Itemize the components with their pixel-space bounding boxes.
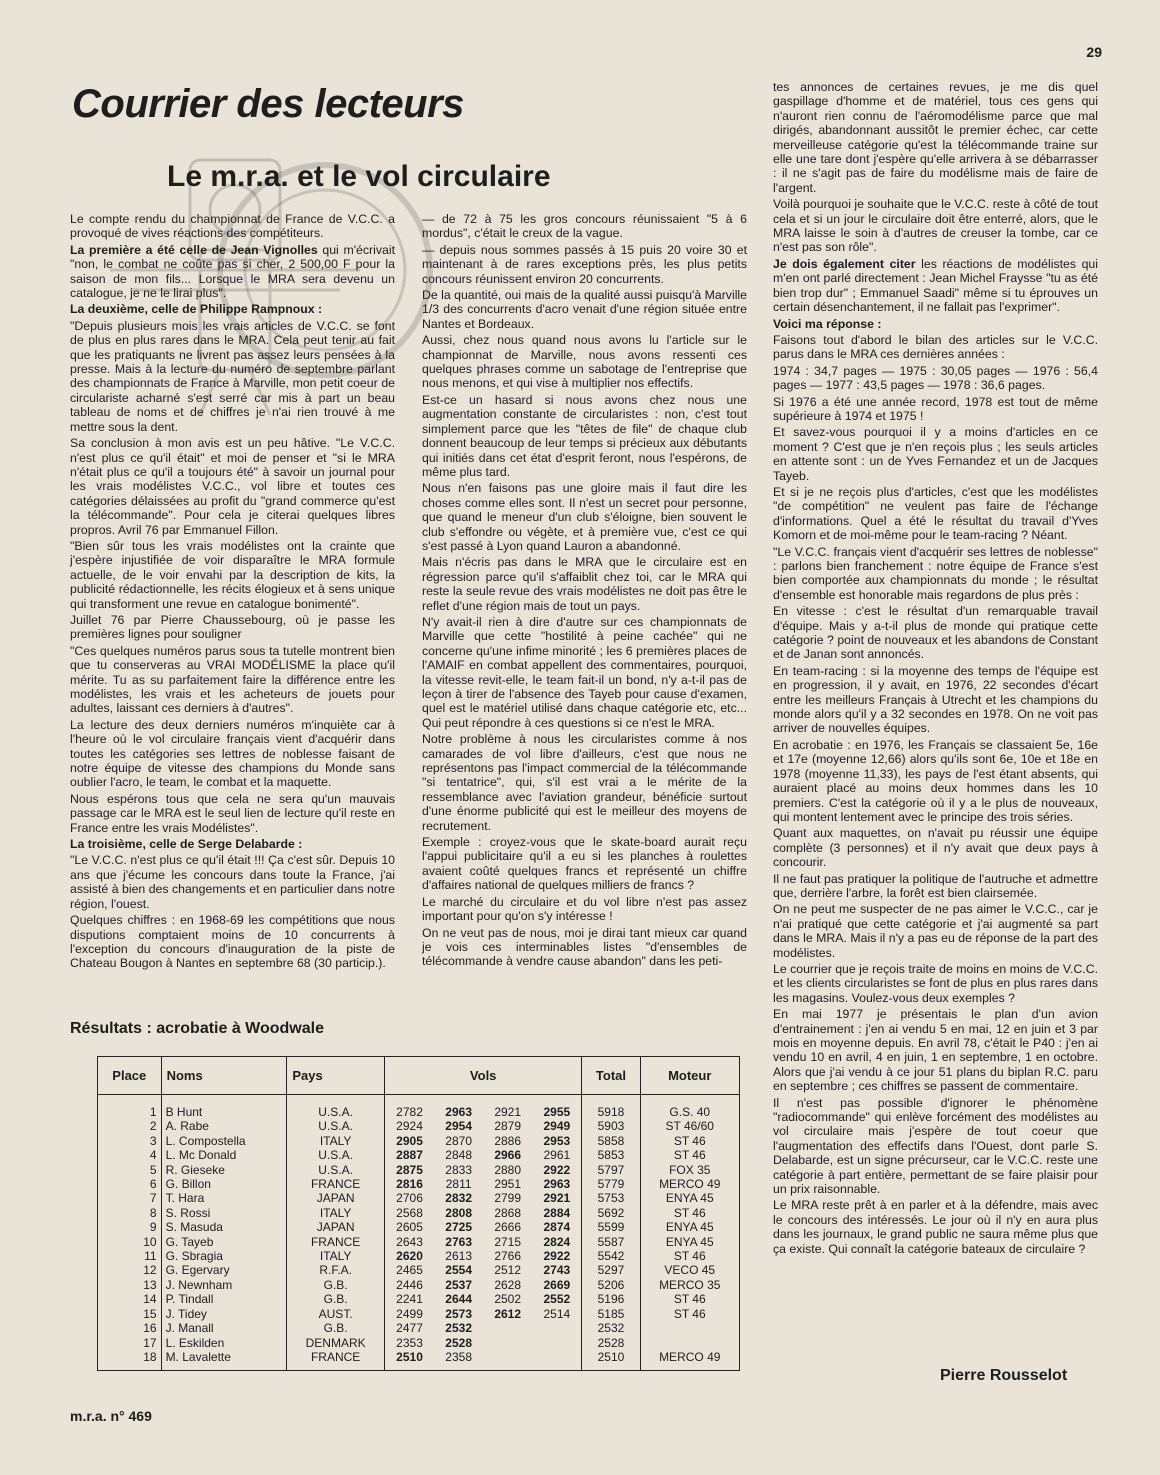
cell-flight-1: 2887: [384, 1148, 434, 1162]
table-row: [98, 1119, 740, 1133]
paragraph-text: 1974 : 34,7 pages — 1975 : 30,05 pages — 1976 : 56,4 pages — 1977 : 43,5 pages — 1978 : 36,6 pages.: [773, 363, 1098, 393]
cell-flight-2: 2763: [445, 1234, 472, 1249]
cell-engine: MERCO 35: [640, 1278, 740, 1292]
cell-flight-2: 2848: [445, 1148, 472, 1163]
paragraph-text: "Bien sûr tous les vrais modélistes ont la crainte que j'espère injustifiée de voir disparaître le MRA formule actuelle, de le voir envahi par la description de kits, la publicité rédactionnelle, les récits élogieux et à sens unique qui transforment une revue en catalogue bonimenté".: [70, 538, 395, 611]
cell-flight-4: 2514: [532, 1307, 582, 1321]
paragraph-text: En acrobatie : en 1976, les Français se classaient 5e, 16e et 17e (moyenne 12,66) alors qu'ils sont 6e, 10e et 18e en 1978 (moyenne 11,33), les pays de l'est étant absents, qui auraient placé au moins deux hommes dans les 10 premiers. C'est la catégorie où il y a le plus de nouveaux, qui montent lentement avec le principe des trois séries.: [773, 737, 1098, 824]
table-row: [98, 1292, 740, 1306]
paragraph-text: Le MRA reste prêt à en parler et à la défendre, mais avec le concours des intéressés. Le jour où il n'y en aura plus dans les journaux, le grand public ne saura même plus que ça existe. Qui connaît la catégorie bateaux de circulaire ?: [773, 1198, 1098, 1256]
paragraph: [70, 302, 395, 316]
paragraph: [773, 826, 1098, 869]
cell-country: R.F.A.: [287, 1263, 385, 1277]
paragraph: [70, 319, 395, 434]
cell-total: 5797: [582, 1163, 640, 1177]
cell-place: 16: [98, 1321, 162, 1335]
paragraph: [773, 962, 1098, 1005]
page-number: 29: [1086, 44, 1102, 60]
header-total: Total: [582, 1057, 640, 1095]
cell-flight-3: 2628: [494, 1277, 522, 1292]
cell-place: 2: [98, 1119, 162, 1133]
paragraph-text: N'y avait-il rien à dire d'autre sur ces championnats de Marville que cette "hostilité à peine cachée" qui ne concerne qu'une infime minorité ; les 6 premières places de l'AMAIF en combat appellent des commentaires, pourquoi, la vitesse revit-elle, le team fait-il un bond, n'y a-t-il pas de leçon à tirer de l'absence des Tayeb pour cause d'examen, quel est le matériel utilisé dans chaque catégorie etc, etc... Qui peut répondre à ces questions si ce n'est le MRA.: [422, 614, 747, 730]
paragraph: [773, 257, 1098, 315]
cell-flight-2: 2832: [445, 1191, 472, 1206]
paragraph: [70, 644, 395, 716]
cell-flight-1: 2499: [384, 1307, 434, 1321]
paragraph: [773, 364, 1098, 393]
paragraph-text: Voilà pourquoi je souhaite que le V.C.C. reste à côté de tout cela et si un jour le circulaire doit être enterré, alors, que le MRA laisse le soin à d'autres de creuser la tombe, car ce n'est pas son rôle".: [773, 197, 1098, 255]
paragraph: [773, 1198, 1098, 1256]
cell-flight-2: 2954: [445, 1119, 472, 1134]
paragraph: [773, 80, 1098, 195]
cell-flight-4: 2669: [532, 1278, 582, 1292]
paragraph-text: — de 72 à 75 les gros concours réunissaient "5 à 6 mordus", c'était le creux de la vague.: [422, 212, 747, 241]
paragraph-text: "Le V.C.C. n'est plus ce qu'il était !!! Ça c'est sûr. Depuis 10 ans que j'écume les concours dans toute la France, j'ai assisté à bien des changements et en particulier dans notre région, l'ouest.: [70, 853, 395, 911]
cell-engine: MERCO 49: [640, 1350, 740, 1371]
paragraph: [422, 212, 747, 241]
cell-place: 13: [98, 1278, 162, 1292]
table-row: [98, 1263, 740, 1277]
cell-flight-3: 2799: [494, 1191, 522, 1206]
cell-total: 5753: [582, 1191, 640, 1205]
paragraph-text: Faisons tout d'abord le bilan des articles sur le V.C.C. parus dans le MRA ces dernières années :: [773, 332, 1098, 362]
cell-name: G. Tayeb: [161, 1235, 287, 1249]
cell-flight-1: 2924: [384, 1119, 434, 1133]
paragraph-text: De la quantité, oui mais de la qualité aussi puisqu'à Marville 1/3 des concurrents d'acro venait d'une région située entre Nantes et Bordeaux.: [422, 288, 747, 331]
cell-flight-2: 2963: [445, 1105, 472, 1119]
cell-flight-3: 2868: [494, 1205, 522, 1220]
cell-flight-4: 2874: [532, 1220, 582, 1234]
paragraph: [422, 615, 747, 730]
paragraph: [70, 243, 395, 301]
cell-engine: MERCO 49: [640, 1177, 740, 1191]
cell-place: 18: [98, 1350, 162, 1371]
cell-name: S. Masuda: [161, 1220, 287, 1234]
cell-total: 5692: [582, 1206, 640, 1220]
paragraph-text: les réactions de modélistes qui m'en ont parlé directement : Jean Michel Fraysse "tu as été bien trop dur" ; Emmanuel Saadi" même si tu éprouves un certain désenchantement, il ne fallait pas l'exprimer".: [773, 256, 1098, 315]
cell-country: JAPAN: [287, 1191, 385, 1205]
paragraph: [70, 837, 395, 851]
paragraph-text: Le compte rendu du championnat de France de V.C.C. a provoqué de vives réactions des compétiteurs.: [70, 212, 395, 241]
cell-total: 5587: [582, 1235, 640, 1249]
paragraph: [773, 902, 1098, 960]
cell-name: P. Tindall: [161, 1292, 287, 1306]
paragraph-text: qui m'écrivait "non, le combat ne coûte pas si cher, 2 500,00 F pour la saison de mon fils... Lorsque le MRA sera devenu un catalogue, je ne le lirai plus".: [70, 242, 395, 301]
cell-total: 5599: [582, 1220, 640, 1234]
table-row: [98, 1206, 740, 1220]
paragraph-text: Le courrier que je reçois traite de moins en moins de V.C.C. et les clients circularistes se font de plus en plus rares dans les magasins. Voulez-vous deux exemples ?: [773, 961, 1098, 1005]
paragraph: [773, 545, 1098, 603]
cell-place: 3: [98, 1134, 162, 1148]
paragraph-heading: La deuxième, celle de Philippe Rampnoux :: [70, 302, 323, 317]
cell-country: U.S.A.: [287, 1095, 385, 1120]
paragraph: [70, 436, 395, 537]
paragraph-text: Quant aux maquettes, on n'avait pu réussir une équipe complète (3 personnes) et il n'y avait que deux pays à concourir.: [773, 826, 1098, 870]
cell-name: L. Mc Donald: [161, 1148, 287, 1162]
cell-country: ITALY: [287, 1249, 385, 1263]
paragraph-text: Et savez-vous pourquoi il y a moins d'articles en ce moment ? C'est que je n'en reçois plus ; les seuls articles en attente sont : un de Yves Fernandez et un de Jacques Tayeb.: [773, 425, 1098, 483]
paragraph: [422, 243, 747, 286]
cell-name: B Hunt: [161, 1095, 287, 1120]
cell-flight-2: 2613: [445, 1249, 472, 1264]
header-moteur: Moteur: [640, 1057, 740, 1095]
paragraph: [422, 732, 747, 833]
table-row: [98, 1148, 740, 1162]
paragraph: [422, 393, 747, 479]
cell-country: FRANCE: [287, 1350, 385, 1371]
cell-flight-3: 2666: [494, 1220, 522, 1235]
cell-name: M. Lavalette: [161, 1350, 287, 1371]
paragraph: [422, 333, 747, 391]
cell-total: 5542: [582, 1249, 640, 1263]
cell-flight-2: 2808: [445, 1205, 472, 1220]
cell-flight-3: 2951: [494, 1177, 522, 1192]
cell-flight-4: 2884: [532, 1206, 582, 1220]
author-signature: Pierre Rousselot: [940, 1367, 1068, 1384]
paragraph: [773, 604, 1098, 662]
paragraph-text: On ne peut me suspecter de ne pas aimer le V.C.C., car je n'ai pratiqué que cette catégorie et j'ai augmenté sa part dans le MRA. Mais il n'y a pas eu de réponse de la part des modélistes.: [773, 902, 1098, 960]
paragraph-text: En mai 1977 je présentais le plan d'un avion d'entrainement : j'en ai vendu 5 en mai, 12 en juin et 3 par mois en moyenne depuis. En avril 78, c'était le P40 : j'en ai vendu 10 en avril, 4 en juin, 1 en septembre, 1 en octobre. Alors que j'ai vendu à ce jour 51 plans du biplan R.C. paru en septembre ; ces chiffres se passent de commentaire.: [773, 1007, 1098, 1094]
header-noms: Noms: [161, 1057, 287, 1095]
cell-flight-1: 2620: [384, 1249, 434, 1263]
table-row: [98, 1336, 740, 1350]
paragraph-text: Nous espérons tous que cela ne sera qu'un mauvais passage car le MRA est le seul lien de lecture qu'il reste en France entre les vrais Modélistes".: [70, 791, 395, 835]
cell-flight-3: 2886: [494, 1133, 522, 1148]
cell-total: 5853: [582, 1148, 640, 1162]
cell-engine: [640, 1336, 740, 1350]
cell-name: G. Egervary: [161, 1263, 287, 1277]
cell-engine: VECO 45: [640, 1263, 740, 1277]
cell-place: 6: [98, 1177, 162, 1191]
cell-place: 7: [98, 1191, 162, 1205]
cell-flight-1: 2477: [384, 1321, 434, 1335]
paragraph-text: Est-ce un hasard si nous avons chez nous une augmentation constante de circularistes : non, c'est tout simplement parce que les "têtes de file" de chaque club donnent beaucoup de leur temps si précieux aux débutants qui initiés dans cet état d'esprit feront, nous l'espérons, de même plus tard.: [422, 392, 747, 479]
cell-place: 9: [98, 1220, 162, 1234]
cell-flight-2: 2528: [445, 1335, 472, 1350]
cell-place: 15: [98, 1307, 162, 1321]
paragraph: [70, 539, 395, 611]
cell-flight-4: 2961: [532, 1148, 582, 1162]
paragraph-text: Notre problème à nous les circularistes comme à nos camarades de vol libre d'ailleurs, c'est que nous ne représentons pas l'impact commercial de la télécommande "si tentatrice", qui, s'il est vrai a le mérite de la ressemblance avec l'aviation grandeur, bénéficie surtout d'une énorme publicité qui est le meilleur des moyens de recrutement.: [422, 732, 747, 833]
cell-flight-2: 2870: [445, 1133, 472, 1148]
cell-total: 5185: [582, 1307, 640, 1321]
cell-total: 5858: [582, 1134, 640, 1148]
cell-name: G. Billon: [161, 1177, 287, 1191]
cell-engine: ST 46: [640, 1307, 740, 1321]
cell-flight-4: 2922: [532, 1163, 582, 1177]
paragraph: [70, 613, 395, 642]
cell-name: J. Manall: [161, 1321, 287, 1335]
cell-flight-3: 2512: [494, 1263, 522, 1278]
paragraph-text: "Ces quelques numéros parus sous ta tutelle montrent bien que tu conserveras au VRAI MODÉLISME la place qu'il mérite. Tu as su parfaitement faire la différence entre les modélistes, les vrais et les acheteurs de jouets pour adultes, laissant ces derniers à d'autres".: [70, 643, 395, 716]
paragraph: [422, 835, 747, 893]
cell-name: L. Compostella: [161, 1134, 287, 1148]
paragraph: [70, 212, 395, 241]
cell-flight-3: 2921: [494, 1105, 522, 1119]
cell-engine: FOX 35: [640, 1163, 740, 1177]
cell-flight-3: 2966: [494, 1148, 522, 1163]
cell-flight-4: [532, 1350, 582, 1371]
cell-name: R. Gieseke: [161, 1163, 287, 1177]
cell-flight-3: [483, 1336, 532, 1350]
cell-flight-3: 2766: [494, 1249, 522, 1264]
paragraph: [70, 853, 395, 911]
cell-flight-4: 2921: [532, 1191, 582, 1205]
table-row: [98, 1163, 740, 1177]
paragraph-text: — depuis nous sommes passés à 15 puis 20 voire 30 et maintenant à de rares exceptions près, les plus petits concours réunissent environ 20 concurrents.: [422, 242, 747, 286]
paragraph: [422, 481, 747, 553]
cell-flight-4: 2953: [532, 1134, 582, 1148]
paragraph: [773, 1007, 1098, 1093]
paragraph: [422, 926, 747, 969]
column-1: [70, 212, 395, 973]
cell-flight-3: 2612: [494, 1306, 522, 1321]
paragraph-text: En vitesse : c'est le résultat d'un remarquable travail d'équipe. Mais y a-t-il plus de monde qui pratique cette catégorie ? point de nouveaux et les abandons de Constant et de Janan sont annoncés.: [773, 604, 1098, 662]
table-row: [98, 1095, 740, 1120]
paragraph: [773, 738, 1098, 824]
paragraph-heading: Je dois également citer: [773, 256, 916, 271]
cell-flight-3: 2715: [494, 1234, 522, 1249]
cell-flight-4: [532, 1321, 582, 1335]
paragraph: [773, 872, 1098, 901]
table-row: [98, 1350, 740, 1371]
cell-flight-1: 2510: [384, 1350, 434, 1371]
cell-total: 5196: [582, 1292, 640, 1306]
cell-country: AUST.: [287, 1307, 385, 1321]
cell-flight-1: 2875: [384, 1163, 434, 1177]
cell-flight-2: 2537: [445, 1277, 472, 1292]
cell-engine: ENYA 45: [640, 1235, 740, 1249]
cell-engine: ST 46: [640, 1148, 740, 1162]
cell-flight-4: 2552: [532, 1292, 582, 1306]
cell-country: G.B.: [287, 1278, 385, 1292]
paragraph: [773, 333, 1098, 362]
cell-flight-1: 2816: [384, 1177, 434, 1191]
cell-flight-4: 2949: [532, 1119, 582, 1133]
paragraph: [70, 792, 395, 835]
cell-flight-2: 2811: [445, 1177, 472, 1192]
paragraph-text: tes annonces de certaines revues, je me dis quel gaspillage d'homme et de matériel, tous ces gens qui n'auront rien connu de l'aéromodélisme parce que mal dirigés, abandonnant aussitôt le premier échec, car cette merveilleuse catégorie qu'est la télécommande traine sur elle une tare dont j'espère qu'elle arrivera à se débarrasser : il ne s'agit pas de faire du modélisme mais de faire de l'argent.: [773, 80, 1098, 195]
cell-total: 2532: [582, 1321, 640, 1335]
cell-total: 5297: [582, 1263, 640, 1277]
cell-flight-1: 2465: [384, 1263, 434, 1277]
article-subtitle: Le m.r.a. et le vol circulaire: [167, 160, 551, 193]
paragraph-text: Juillet 76 par Pierre Chaussebourg, où je passe les premières lignes pour souligner: [70, 612, 395, 642]
cell-engine: ST 46: [640, 1206, 740, 1220]
cell-name: T. Hara: [161, 1191, 287, 1205]
cell-flight-2: 2725: [445, 1220, 472, 1235]
header-pays: Pays: [287, 1057, 385, 1095]
paragraph: [773, 485, 1098, 543]
results-title: Résultats : acrobatie à Woodwale: [70, 1020, 324, 1037]
paragraph: [70, 718, 395, 790]
cell-flight-4: 2743: [532, 1263, 582, 1277]
cell-place: 1: [98, 1095, 162, 1120]
cell-name: J. Tidey: [161, 1307, 287, 1321]
cell-flight-1: 2446: [384, 1278, 434, 1292]
table-row: [98, 1235, 740, 1249]
cell-flight-2: 2532: [445, 1321, 472, 1336]
cell-flight-1: 2605: [384, 1220, 434, 1234]
paragraph-text: La lecture des deux derniers numéros m'inquiète car à l'heure où le vol circulaire français vient d'acquérir dans toutes les catégories ses lettres de noblesse faisant de notre équipe de vitesse des champions du Monde sans oublier l'acro, le team, le combat et la maquette.: [70, 717, 395, 790]
cell-country: FRANCE: [287, 1177, 385, 1191]
cell-name: S. Rossi: [161, 1206, 287, 1220]
footer-issue: m.r.a. n° 469: [70, 1408, 152, 1424]
cell-place: 12: [98, 1263, 162, 1277]
table-row: [98, 1278, 740, 1292]
cell-flight-1: 2568: [384, 1206, 434, 1220]
cell-flight-4: [532, 1336, 582, 1350]
paragraph: [773, 664, 1098, 736]
header-vols: Vols: [384, 1057, 582, 1095]
cell-flight-3: 2502: [494, 1292, 522, 1307]
table-row: [98, 1321, 740, 1335]
cell-place: 11: [98, 1249, 162, 1263]
cell-place: 14: [98, 1292, 162, 1306]
cell-place: 10: [98, 1235, 162, 1249]
paragraph-text: Nous n'en faisons pas une gloire mais il faut dire les choses comme elles sont. Il n'est un secret pour personne, que quand le meneur d'un club s'éloigne, bien souvent le club s'effondre ou végète, et à première vue, c'est ce qui s'est passé à Lyon quand Lauron a abandonné.: [422, 481, 747, 553]
paragraph-text: Mais n'écris pas dans le MRA que le circulaire est en régression parce qu'il s'affaiblit chez toi, car le MRA qui reste la seule revue des vrais modélistes ne doit pas être le reflet d'une région mais de tout un pays.: [422, 555, 747, 613]
paragraph: [773, 317, 1098, 331]
paragraph-text: En team-racing : si la moyenne des temps de l'équipe est en progression, il y avait, en 1976, 22 secondes d'écart entre les meilleurs Français à Utrecht et les champions du monde alors qu'il y a 32 secondes en 1978. On ne voit pas arriver de nouvelles équipes.: [773, 663, 1098, 736]
paragraph-text: Exemple : croyez-vous que le skate-board aurait reçu l'appui publicitaire qu'il a eu si les planches à roulettes avaient coûté quelques francs et représenté un chiffre d'affaires national de quelques milliers de francs ?: [422, 835, 747, 893]
cell-country: G.B.: [287, 1321, 385, 1335]
paragraph-text: Et si je ne reçois plus d'articles, c'est que les modélistes "de compétition" ne veulent pas faire de l'échange d'informations. Quel a été le résultat du travail d'Yves Komorn et de moi-même pour le team-racing ? Néant.: [773, 484, 1098, 543]
cell-flight-1: 2241: [384, 1292, 434, 1306]
cell-country: DENMARK: [287, 1336, 385, 1350]
paragraph-text: "Depuis plusieurs mois les vrais articles de V.C.C. se font de plus en plus rares dans le MRA. Cela peut tenir au fait que les pratiquants ne livrent pas assez leurs pensées à la presse. Mais à la lecture du numéro de septembre parlant des championnats de France à Marville, mon petit coeur de circulariste acharné s'est serré car mis à part un beau tableau de noms et de chiffres je n'ai rien trouvé à me mettre sous la dent.: [70, 318, 395, 434]
cell-engine: ENYA 45: [640, 1220, 740, 1234]
cell-flight-1: 2353: [384, 1336, 434, 1350]
paragraph: [422, 288, 747, 331]
cell-engine: ST 46: [640, 1292, 740, 1306]
cell-flight-4: 2955: [532, 1095, 582, 1120]
paragraph: [70, 913, 395, 971]
cell-place: 17: [98, 1336, 162, 1350]
column-3: [773, 80, 1098, 1258]
table-row: [98, 1191, 740, 1205]
cell-total: 2528: [582, 1336, 640, 1350]
cell-flight-1: 2643: [384, 1235, 434, 1249]
cell-country: JAPAN: [287, 1220, 385, 1234]
table-row: [98, 1220, 740, 1234]
cell-engine: ST 46: [640, 1249, 740, 1263]
paragraph-text: Si 1976 a été une année record, 1978 est tout de même supérieure à 1974 et 1975 !: [773, 394, 1098, 423]
paragraph-text: Il n'est pas possible d'ignorer le phénomène "radiocommande" qui enlève forcément des modélistes au vol circulaire mais j'espère de tout coeur que l'augmentation des effectifs dans l'Ouest, dont parle S. Delabarde, est un signe précurseur, car le V.C.C. reste une catégorie à part entière, permettant de se faire plaisir pour un prix raisonnable.: [773, 1095, 1098, 1197]
cell-engine: [640, 1321, 740, 1335]
table-row: [98, 1134, 740, 1148]
paragraph-text: On ne veut pas de nous, moi je dirai tant mieux car quand je vois ces interminables listes "d'ensembles de télécommande à vendre cause abandon" dans les peti-: [422, 925, 747, 969]
cell-country: G.B.: [287, 1292, 385, 1306]
column-2: [422, 212, 747, 971]
cell-flight-4: 2922: [532, 1249, 582, 1263]
paragraph-text: Sa conclusion à mon avis est un peu hâtive. "Le V.C.C. n'est plus ce qu'il était" et moi de penser et "si le MRA n'était plus ce qu'il a toujours été" à savoir un journal pour les vrais modélistes V.C.C., vol libre et toutes ces catégories délaissées au profit du "grand commerce qu'est la télécommande". Pour cela je citerai quelques libres propros. Avril 76 par Emmanuel Fillon.: [70, 436, 395, 537]
paragraph-text: Il ne faut pas pratiquer la politique de l'autruche et admettre que, derrière l'arbre, la forêt est bien clairsemée.: [773, 871, 1098, 900]
cell-total: 5206: [582, 1278, 640, 1292]
cell-country: U.S.A.: [287, 1148, 385, 1162]
paragraph: [773, 197, 1098, 255]
cell-name: A. Rabe: [161, 1119, 287, 1133]
cell-name: G. Sbragia: [161, 1249, 287, 1263]
cell-place: 8: [98, 1206, 162, 1220]
paragraph: [773, 425, 1098, 483]
cell-flight-3: 2880: [494, 1162, 522, 1177]
cell-country: ITALY: [287, 1134, 385, 1148]
paragraph-text: Aussi, chez nous quand nous avons lu l'article sur le championnat de Marville, nous avons ressenti ces quelques phrases comme un sabotage de l'entreprise que nous menons, et qui vise à multiplier nos effectifs.: [422, 333, 747, 391]
paragraph-heading: La troisième, celle de Serge Delabarde :: [70, 837, 303, 852]
results-table: [97, 1056, 740, 1371]
cell-engine: ST 46/60: [640, 1119, 740, 1133]
cell-flight-2: 2358: [434, 1350, 483, 1371]
paragraph: [422, 895, 747, 924]
cell-flight-3: 2879: [494, 1119, 522, 1134]
paragraph-heading: Voici ma réponse :: [773, 316, 882, 331]
cell-flight-4: 2824: [532, 1235, 582, 1249]
cell-total: 5918: [582, 1095, 640, 1120]
cell-total: 5903: [582, 1119, 640, 1133]
cell-country: U.S.A.: [287, 1119, 385, 1133]
page-title: Courrier des lecteurs: [72, 82, 464, 126]
cell-flight-1: 2782: [384, 1095, 434, 1120]
cell-country: FRANCE: [287, 1235, 385, 1249]
cell-flight-1: 2905: [384, 1134, 434, 1148]
paragraph: [773, 395, 1098, 424]
cell-place: 5: [98, 1163, 162, 1177]
cell-name: J. Newnham: [161, 1278, 287, 1292]
cell-flight-2: 2554: [445, 1263, 472, 1278]
cell-engine: ST 46: [640, 1134, 740, 1148]
paragraph-text: "Le V.C.C. français vient d'acquérir ses lettres de noblesse" : parlons bien franchement : notre équipe de France s'est bien comportée aux championnats du monde ; le résultat d'ensemble est honorable mais regardons de plus près :: [773, 544, 1098, 602]
cell-flight-2: 2573: [445, 1306, 472, 1321]
cell-total: 5779: [582, 1177, 640, 1191]
cell-flight-1: 2706: [384, 1191, 434, 1205]
results-header-row: [98, 1057, 740, 1095]
cell-flight-2: 2644: [445, 1292, 472, 1307]
cell-engine: G.S. 40: [640, 1095, 740, 1120]
cell-total: 2510: [582, 1350, 640, 1371]
paragraph-heading: La première a été celle de Jean Vignolles: [70, 242, 318, 257]
table-row: [98, 1177, 740, 1191]
header-place: Place: [98, 1057, 162, 1095]
cell-engine: ENYA 45: [640, 1191, 740, 1205]
paragraph-text: Le marché du circulaire et du vol libre n'est pas assez important pour qu'on s'y intéresse !: [422, 894, 747, 924]
cell-flight-2: 2833: [445, 1162, 472, 1177]
paragraph: [422, 555, 747, 613]
cell-country: U.S.A.: [287, 1163, 385, 1177]
paragraph-text: Quelques chiffres : en 1968-69 les compétitions que nous disputions comptaient moins de 10 concurrents à l'exception du concours d'inauguration de la piste de Chateau Bougon à Nantes en septembre 68 (30 particip.).: [70, 913, 395, 971]
cell-name: L. Eskilden: [161, 1336, 287, 1350]
table-row: [98, 1307, 740, 1321]
cell-flight-3: [483, 1321, 532, 1335]
paragraph: [773, 1096, 1098, 1197]
cell-country: ITALY: [287, 1206, 385, 1220]
cell-flight-3: [483, 1350, 532, 1371]
cell-flight-4: 2963: [532, 1177, 582, 1191]
cell-place: 4: [98, 1148, 162, 1162]
table-row: [98, 1249, 740, 1263]
